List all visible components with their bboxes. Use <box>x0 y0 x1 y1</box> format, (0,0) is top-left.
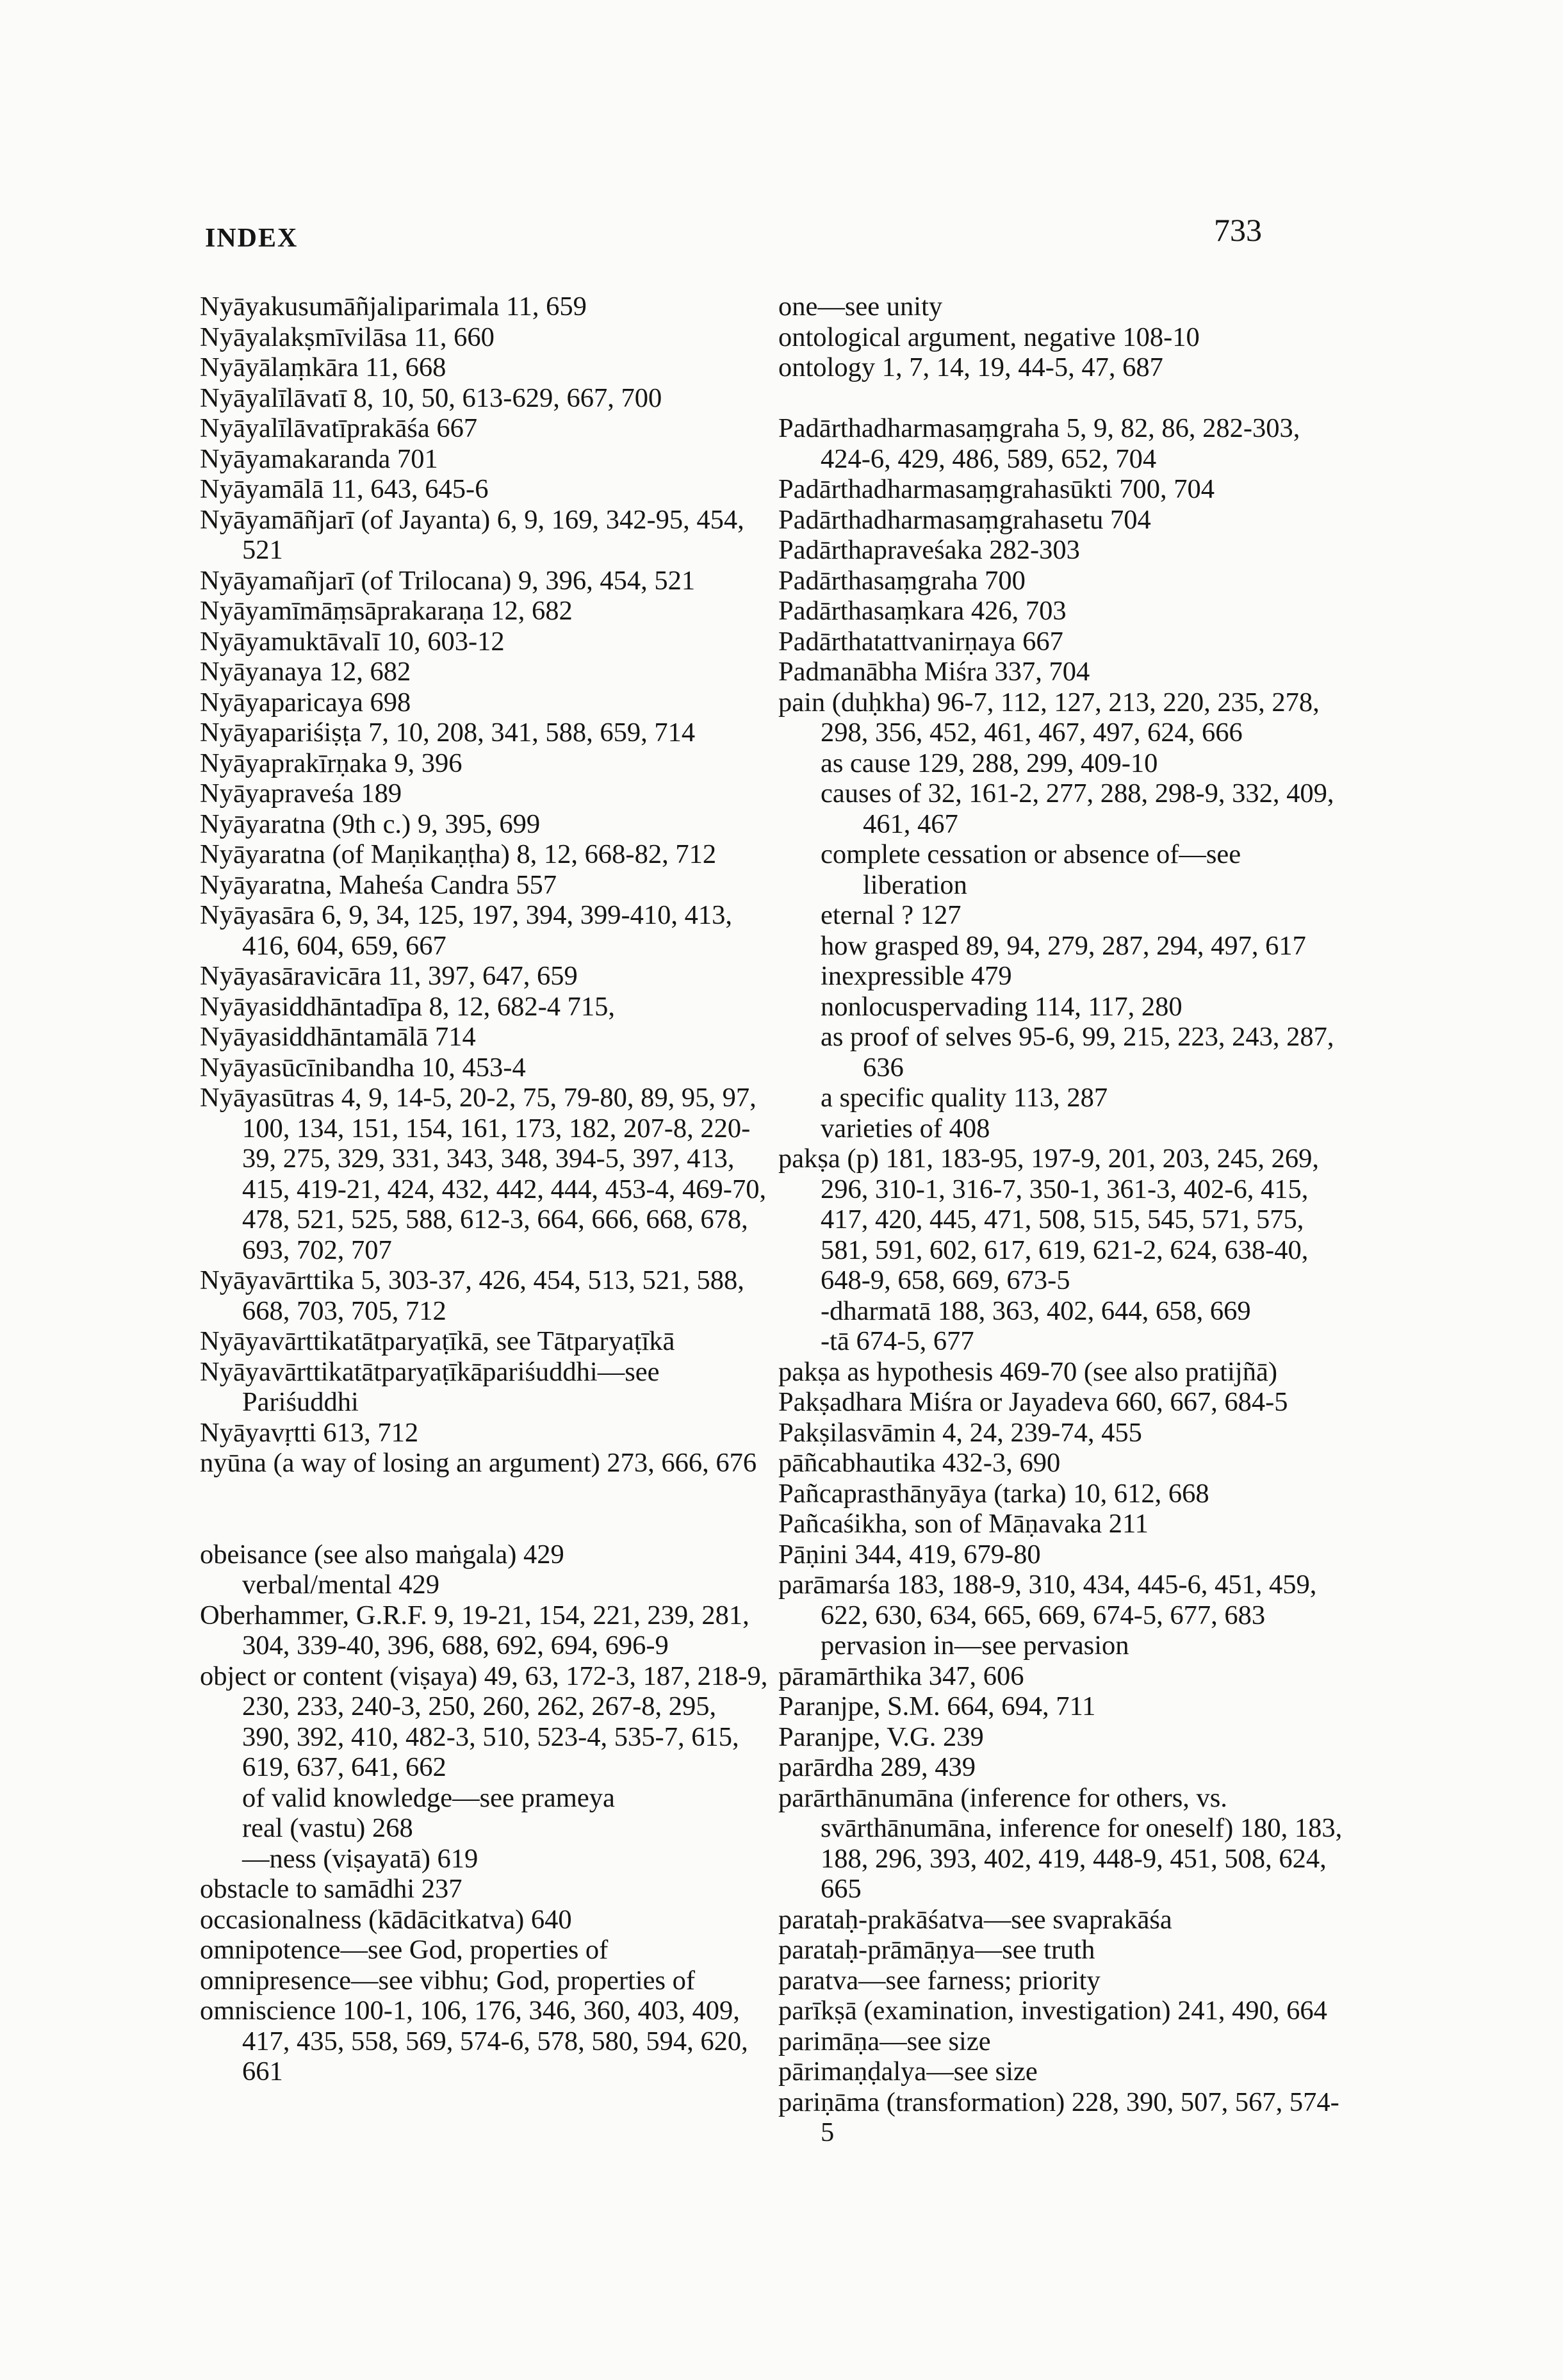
index-entry: Nyāyālaṃkāra 11, 668 <box>200 352 446 382</box>
index-entry: parataḥ-prakāśatva—see svaprakāśa <box>778 1904 1172 1935</box>
index-subentry: —ness (viṣayatā) 619 <box>242 1843 479 1874</box>
index-entry: Nyāyaratna (of Maṇikaṇṭha) 8, 12, 668-82, 712 <box>200 839 717 869</box>
index-subentry: nonlocuspervading 114, 117, 280 <box>821 991 1182 1022</box>
index-entry: Padārthasaṃkara 426, 703 <box>778 596 1067 626</box>
index-entry: Padārthasaṃgraha 700 <box>778 565 1026 596</box>
index-entry: Nyāyavārttika 5, 303-37, 426, 454, 513, 521, 588, 668, 703, 705, 712 <box>200 1265 744 1326</box>
index-entry: Nyāyapariśiṣṭa 7, 10, 208, 341, 588, 659, 714 <box>200 718 696 748</box>
index-entry: parārthānumāna (inference for others, vs. svārthānumāna, inference for oneself) 180, 183, 188, 296, 393, 402, 419, 448-9, 451, 508, 624, 665 <box>778 1782 1343 1904</box>
index-entry: pārimaṇḍalya—see size <box>778 2056 1038 2087</box>
index-entry: parārdha 289, 439 <box>778 1752 976 1782</box>
index-subentry: verbal/mental 429 <box>242 1570 440 1600</box>
index-subentry: how grasped 89, 94, 279, 287, 294, 497, 617 <box>821 930 1306 961</box>
page-number: 733 <box>1214 212 1262 248</box>
index-entry: Nyāyamañjarī (of Trilocana) 9, 396, 454, 521 <box>200 565 696 596</box>
index-entry: pain (duḥkha) 96-7, 112, 127, 213, 220, 235, 278, 298, 356, 452, 461, 467, 497, 624, 666 <box>778 687 1320 748</box>
index-entry: Nyāyasūtras 4, 9, 14-5, 20-2, 75, 79-80, 89, 95, 97, 100, 134, 151, 154, 161, 173, 182, 207-8, 220-39, 275, 329, 331, 343, 348, 394-5, 397, 413, 415, 419-21, 424, 432, 442, 444, 453-4, 469-70, 478, 521, 525, 588, 612-3, 664, 666, 668, 678, 693, 702, 707 <box>200 1083 767 1265</box>
index-entry: Nyāyalīlāvatīprakāśa 667 <box>200 413 478 443</box>
index-entry: parāmarśa 183, 188-9, 310, 434, 445-6, 451, 459, 622, 630, 634, 665, 669, 674-5, 677, 683 <box>778 1570 1317 1630</box>
index-entry: Nyāyamālā 11, 643, 645-6 <box>200 474 489 504</box>
index-entry: Nyāyasāra 6, 9, 34, 125, 197, 394, 399-410, 413, 416, 604, 659, 667 <box>200 900 732 961</box>
index-entry: Nyāyalīlāvatī 8, 10, 50, 613-629, 667, 700 <box>200 382 662 413</box>
index-subentry: -dharmatā 188, 363, 402, 644, 658, 669 <box>821 1295 1251 1326</box>
index-entry: Nyāyavārttikatātparyaṭīkāpariśuddhi—see Pariśuddhi <box>200 1356 660 1417</box>
index-column-left <box>200 291 770 2087</box>
index-entry: Nyāyaprakīrṇaka 9, 396 <box>200 748 462 778</box>
index-entry: Nyāyasūcīnibandha 10, 453-4 <box>200 1052 526 1083</box>
index-entry: Pañcaśikha, son of Māṇavaka 211 <box>778 1509 1149 1539</box>
page-header <box>205 211 1262 256</box>
index-entry: parīkṣā (examination, investigation) 241, 490, 664 <box>778 1996 1327 2026</box>
index-entry: Nyāyanaya 12, 682 <box>200 657 411 687</box>
index-entry: ontology 1, 7, 14, 19, 44-5, 47, 687 <box>778 352 1163 382</box>
index-subentry: causes of 32, 161-2, 277, 288, 298-9, 332, 409, 461, 467 <box>821 778 1334 839</box>
index-subentry: of valid knowledge—see prameya <box>242 1782 615 1813</box>
index-column-right <box>778 291 1348 2148</box>
index-entry: Nyāyamuktāvalī 10, 603-12 <box>200 626 505 657</box>
index-entry: pakṣa as hypothesis 469-70 (see also pratijñā) <box>778 1356 1277 1387</box>
index-entry: object or content (viṣaya) 49, 63, 172-3, 187, 218-9, 230, 233, 240-3, 250, 260, 262, 267-8, 295, 390, 392, 410, 482-3, 510, 523-4, 535-7, 615, 619, 637, 641, 662 <box>200 1661 768 1782</box>
index-entry: parimāṇa—see size <box>778 2026 991 2056</box>
index-entry: Pakṣadhara Miśra or Jayadeva 660, 667, 684-5 <box>778 1387 1288 1417</box>
index-entry: Padmanābha Miśra 337, 704 <box>778 657 1090 687</box>
index-entry: Nyāyavṛtti 613, 712 <box>200 1417 419 1448</box>
index-entry: pakṣa (p) 181, 183-95, 197-9, 201, 203, 245, 269, 296, 310-1, 316-7, 350-1, 361-3, 402-6, 415, 417, 420, 445, 471, 508, 515, 545, 571, 575, 581, 591, 602, 617, 619, 621-2, 624, 638-40, 648-9, 658, 669, 673-5 <box>778 1144 1320 1295</box>
index-entry: Nyāyaratna, Maheśa Candra 557 <box>200 869 557 900</box>
index-entry: omnipresence—see vibhu; God, properties of <box>200 1965 696 1996</box>
index-entry: Nyāyaparicaya 698 <box>200 687 411 718</box>
index-entry: Padārthapraveśaka 282-303 <box>778 535 1080 565</box>
index-entry: Nyāyasāravicāra 11, 397, 647, 659 <box>200 961 578 991</box>
index-subentry: a specific quality 113, 287 <box>821 1083 1108 1113</box>
index-entry: Paranjpe, S.M. 664, 694, 711 <box>778 1691 1096 1721</box>
index-subentry: as cause 129, 288, 299, 409-10 <box>821 748 1158 778</box>
index-entry: pariṇāma (transformation) 228, 390, 507, 567, 574-5 <box>778 2087 1339 2147</box>
running-head: INDEX <box>205 224 299 253</box>
index-entry: Nyāyasiddhāntadīpa 8, 12, 682-4 715, <box>200 991 616 1022</box>
index-entry: Pāṇini 344, 419, 679-80 <box>778 1539 1041 1570</box>
index-entry: obstacle to samādhi 237 <box>200 1874 462 1904</box>
index-subentry: real (vastu) 268 <box>242 1813 413 1843</box>
index-entry: Padārthadharmasaṃgraha 5, 9, 82, 86, 282-303, 424-6, 429, 486, 589, 652, 704 <box>778 413 1300 474</box>
index-entry: Nyāyamāñjarī (of Jayanta) 6, 9, 169, 342-95, 454, 521 <box>200 504 744 565</box>
index-entry: Paranjpe, V.G. 239 <box>778 1721 984 1752</box>
index-entry: pāramārthika 347, 606 <box>778 1661 1024 1691</box>
index-entry: Nyāyaratna (9th c.) 9, 395, 699 <box>200 808 541 839</box>
index-entry: Nyāyamīmāṃsāprakaraṇa 12, 682 <box>200 596 573 626</box>
index-entry: omniscience 100-1, 106, 176, 346, 360, 403, 409, 417, 435, 558, 569, 574-6, 578, 580, 594, 620, 661 <box>200 1996 748 2087</box>
index-subentry: pervasion in—see pervasion <box>821 1630 1129 1661</box>
index-subentry: complete cessation or absence of—see liberation <box>821 839 1241 900</box>
index-entry: omnipotence—see God, properties of <box>200 1935 609 1965</box>
index-entry: Nyāyasiddhāntamālā 714 <box>200 1022 476 1052</box>
index-subentry: eternal ? 127 <box>821 900 962 930</box>
index-entry: paratva—see farness; priority <box>778 1965 1101 1996</box>
index-entry: pāñcabhautika 432-3, 690 <box>778 1448 1061 1478</box>
index-entry: ontological argument, negative 108-10 <box>778 322 1200 352</box>
index-entry: Pakṣilasvāmin 4, 24, 239-74, 455 <box>778 1417 1142 1448</box>
index-entry: parataḥ-prāmāṇya—see truth <box>778 1935 1095 1965</box>
index-subentry: varieties of 408 <box>821 1113 990 1144</box>
index-entry: one—see unity <box>778 291 943 322</box>
index-entry: Pañcaprasthānyāya (tarka) 10, 612, 668 <box>778 1478 1209 1509</box>
index-entry: Nyāyamakaranda 701 <box>200 443 438 474</box>
index-entry: Padārthatattvanirṇaya 667 <box>778 626 1063 657</box>
index-entry: occasionalness (kādācitkatva) 640 <box>200 1904 572 1935</box>
index-subentry: -tā 674-5, 677 <box>821 1326 974 1356</box>
index-entry: Nyāyalakṣmīvilāsa 11, 660 <box>200 322 495 352</box>
index-entry: Nyāyapraveśa 189 <box>200 778 402 808</box>
index-entry: Nyāyakusumāñjaliparimala 11, 659 <box>200 291 587 322</box>
index-entry: Nyāyavārttikatātparyaṭīkā, see Tātparyaṭīkā <box>200 1326 675 1356</box>
index-entry: Padārthadharmasaṃgrahasūkti 700, 704 <box>778 474 1215 504</box>
index-entry: nyūna (a way of losing an argument) 273, 666, 676 <box>200 1448 757 1478</box>
index-entry: obeisance (see also maṅgala) 429 <box>200 1539 564 1570</box>
index-entry: Padārthadharmasaṃgrahasetu 704 <box>778 504 1151 535</box>
index-subentry: as proof of selves 95-6, 99, 215, 223, 243, 287, 636 <box>821 1022 1334 1083</box>
index-entry: Oberhammer, G.R.F. 9, 19-21, 154, 221, 239, 281, 304, 339-40, 396, 688, 692, 694, 696-9 <box>200 1600 749 1661</box>
index-subentry: inexpressible 479 <box>821 961 1012 991</box>
